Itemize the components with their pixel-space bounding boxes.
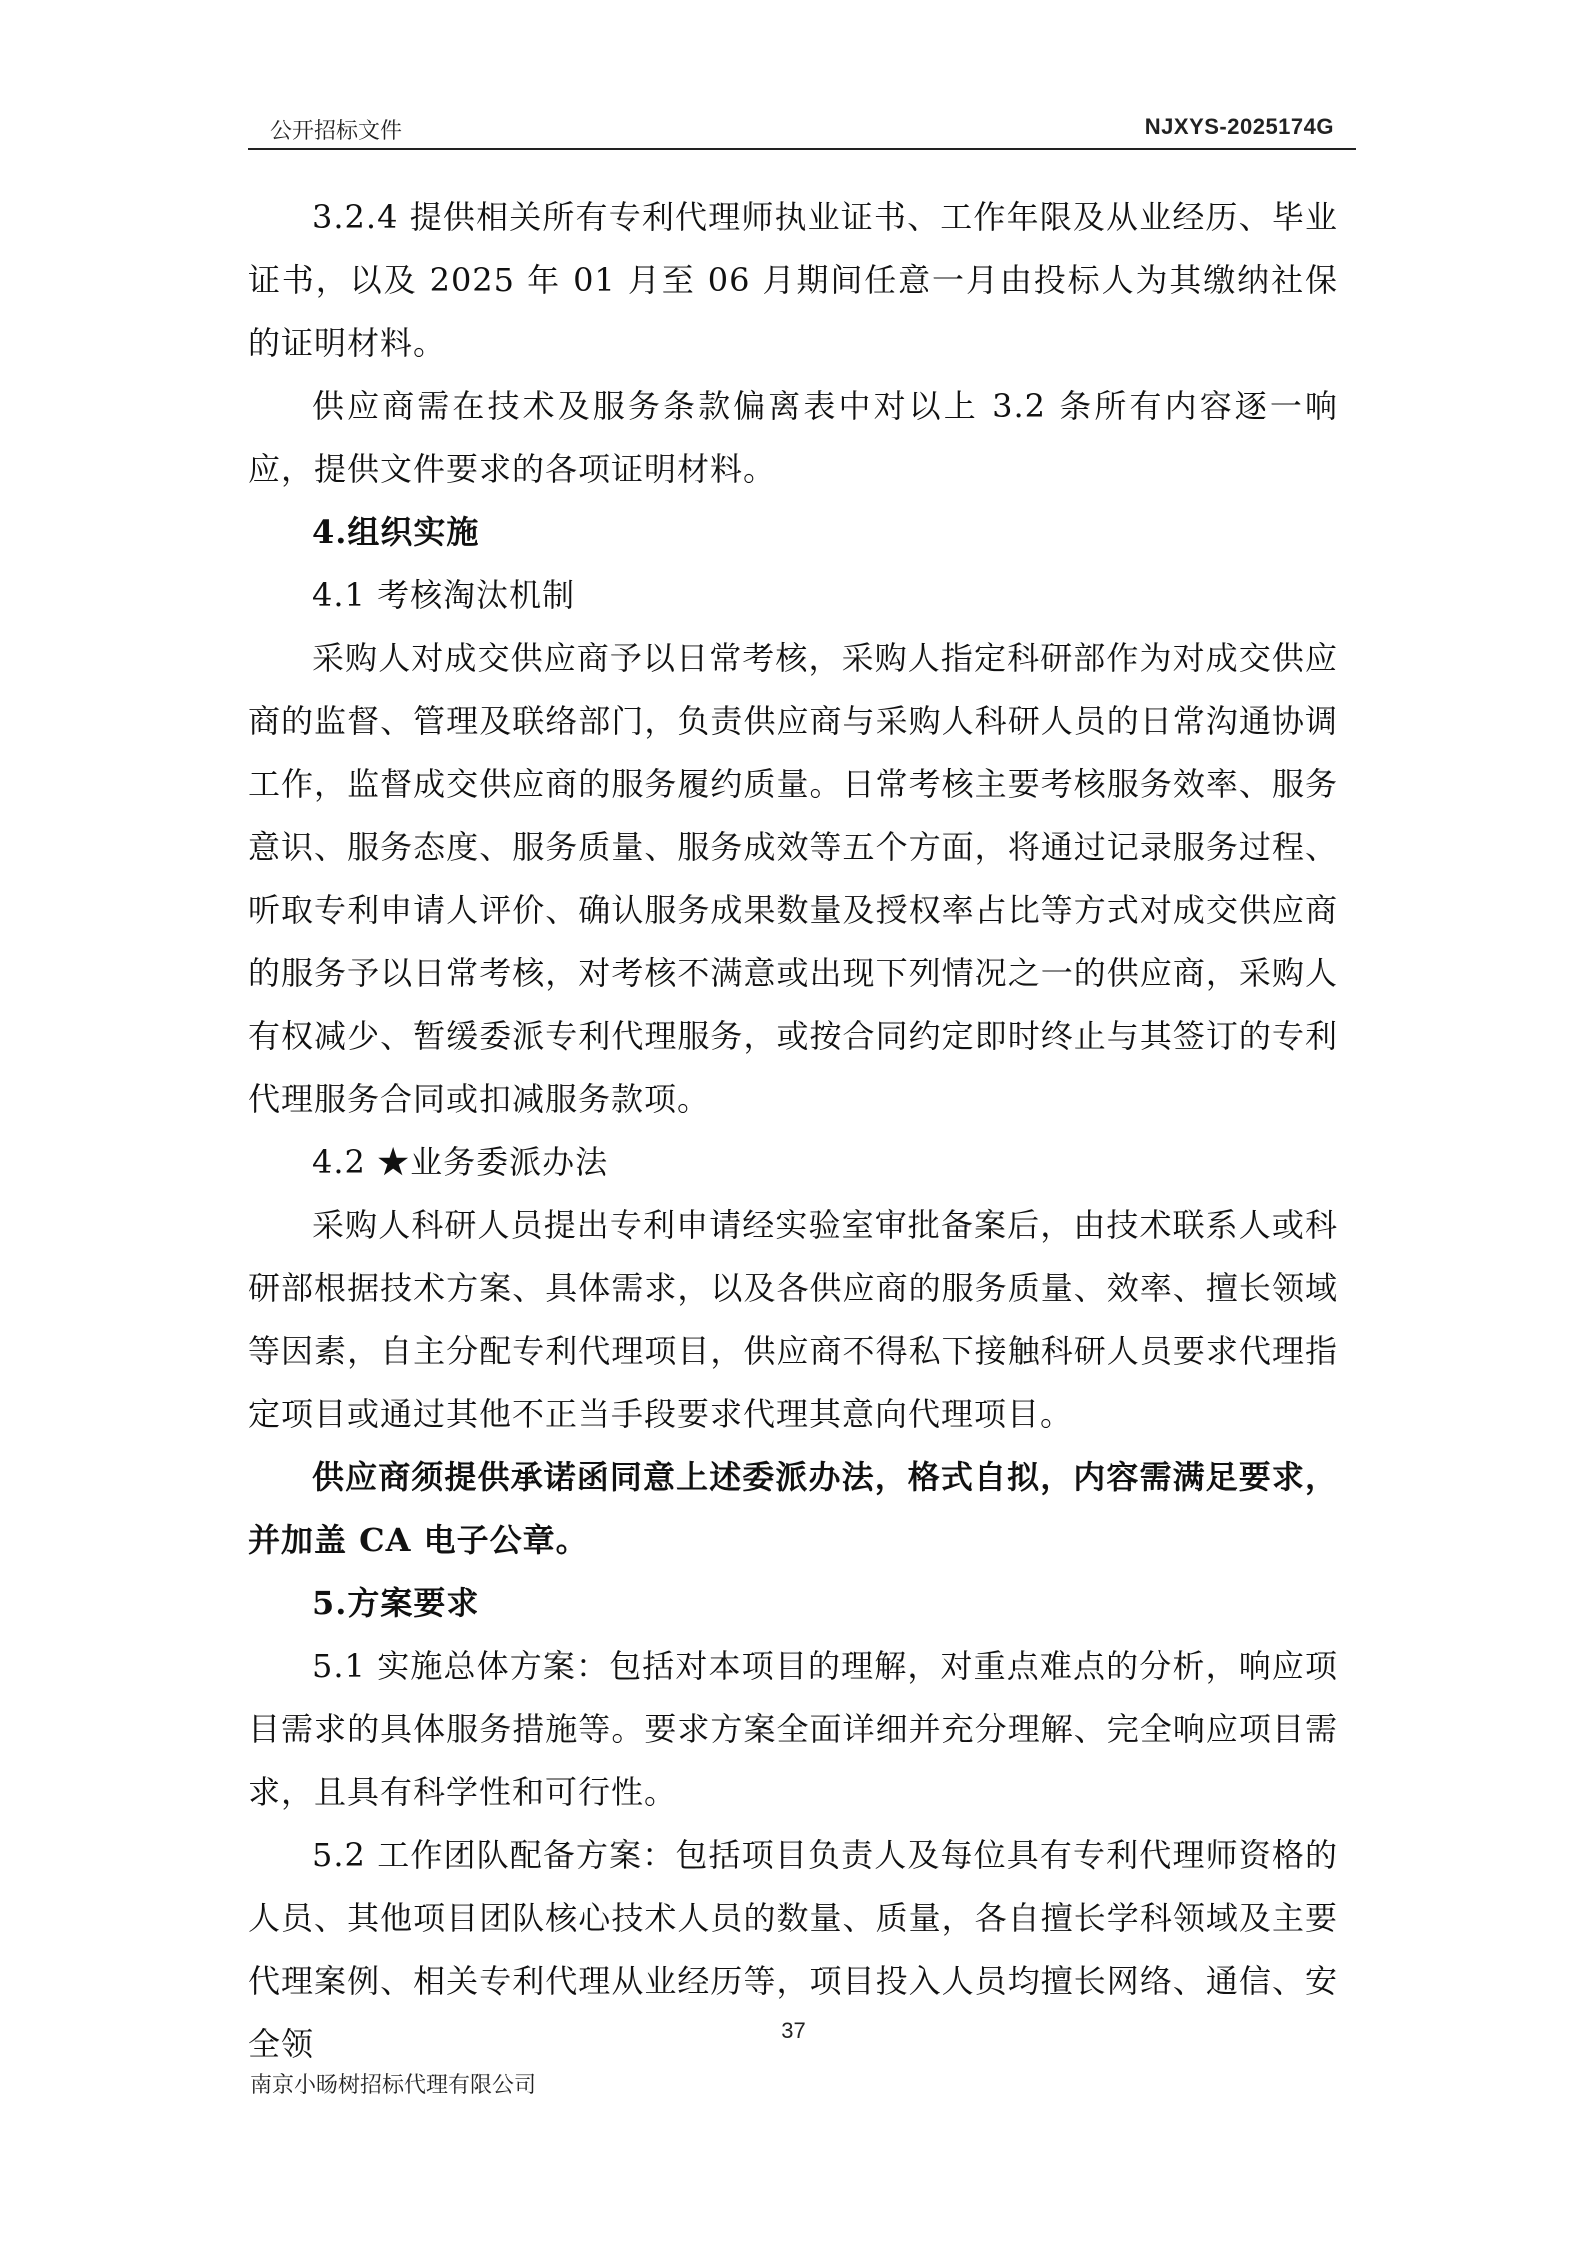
page-number: 37 bbox=[781, 2018, 806, 2043]
paragraph-5-2: 5.2 工作团队配备方案：包括项目负责人及每位具有专利代理师资格的人员、其他项目团队核心技术人员的数量、质量，各自擅长学科领域及主要代理案例、相关专利代理从业经历等，项目投入人员均擅长网络、通信、安全领 bbox=[248, 1836, 1338, 2063]
paragraph-3-2-4: 3.2.4 提供相关所有专利代理师执业证书、工作年限及从业经历、毕业证书，以及 2025 年 01 月至 06 月期间任意一月由投标人为其缴纳社保的证明材料。 bbox=[248, 198, 1338, 362]
paragraph-response-requirement: 供应商需在技术及服务条款偏离表中对以上 3.2 条所有内容逐一响应，提供文件要求的各项证明材料。 bbox=[248, 387, 1338, 488]
header-document-type: 公开招标文件 bbox=[270, 119, 403, 144]
page-header bbox=[248, 108, 1356, 150]
paragraph-assignment-method: 采购人科研人员提出专利申请经实验室审批备案后，由技术联系人或科研部根据技术方案、具体需求，以及各供应商的服务质量、效率、擅长领域等因素，自主分配专利代理项目，供应商不得私下接触科研人员要求代理指定项目或通过其他不正当手段要求代理其意向代理项目。 bbox=[248, 1206, 1338, 1433]
paragraph-commitment-letter: 供应商须提供承诺函同意上述委派办法，格式自拟，内容需满足要求，并加盖 CA 电子公章。 bbox=[248, 1458, 1338, 1559]
subsection-heading-4-2: 4.2 ★业务委派办法 bbox=[312, 1143, 609, 1181]
section-heading-4: 4.组织实施 bbox=[312, 513, 480, 551]
paragraph-5-1: 5.1 实施总体方案：包括对本项目的理解，对重点难点的分析，响应项目需求的具体服务措施等。要求方案全面详细并充分理解、完全响应项目需求，且具有科学性和可行性。 bbox=[248, 1647, 1338, 1811]
document-body bbox=[248, 186, 1338, 2076]
header-document-number: NJXYS-2025174G bbox=[1144, 114, 1334, 139]
footer-company-name: 南京小旸树招标代理有限公司 bbox=[250, 2073, 537, 2098]
section-heading-5: 5.方案要求 bbox=[312, 1584, 480, 1622]
paragraph-assessment: 采购人对成交供应商予以日常考核，采购人指定科研部作为对成交供应商的监督、管理及联络部门，负责供应商与采购人科研人员的日常沟通协调工作，监督成交供应商的服务履约质量。日常考核主要考核服务效率、服务意识、服务态度、服务质量、服务成效等五个方面，将通过记录服务过程、听取专利申请人评价、确认服务成果数量及授权率占比等方式对成交供应商的服务予以日常考核，对考核不满意或出现下列情况之一的供应商，采购人有权减少、暂缓委派专利代理服务，或按合同约定即时终止与其签订的专利代理服务合同或扣减服务款项。 bbox=[248, 639, 1338, 1118]
subsection-heading-4-1: 4.1 考核淘汰机制 bbox=[312, 576, 576, 614]
